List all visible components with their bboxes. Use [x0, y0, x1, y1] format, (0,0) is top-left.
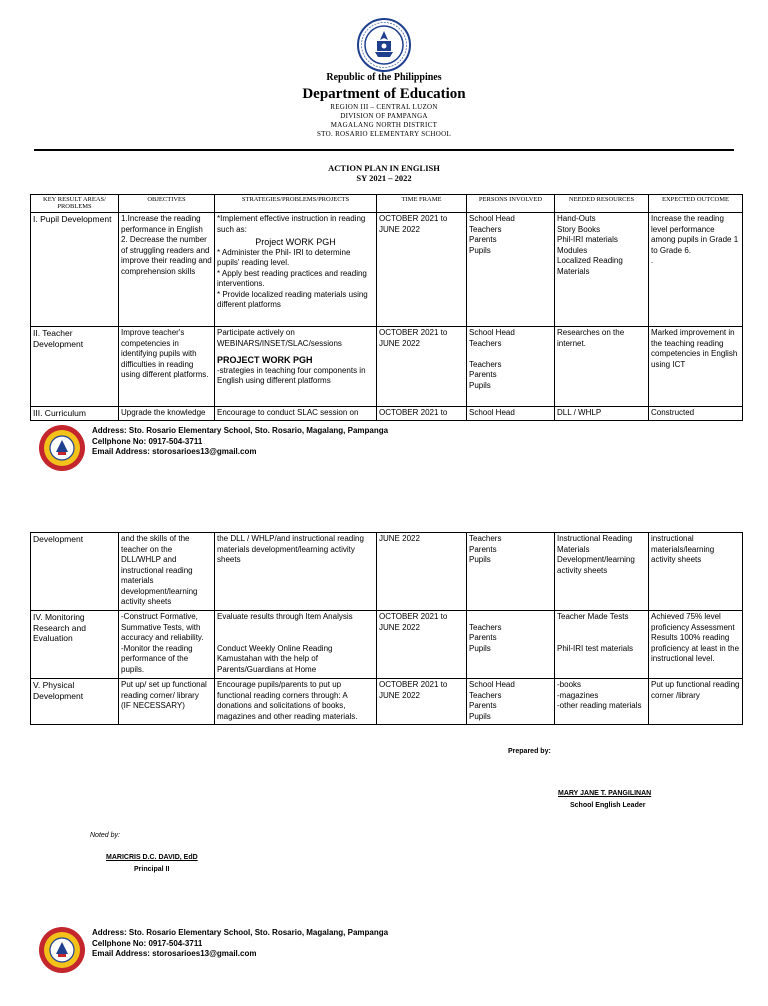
kra-cell: IV. Monitoring Research and Evaluation	[31, 611, 119, 679]
resources-cell: -books -magazines -other reading materials	[555, 679, 649, 725]
resources-cell: DLL / WHLP	[555, 407, 649, 421]
school-footer	[38, 424, 728, 472]
resources-cell: Researches on the internet.	[555, 327, 649, 407]
strategies-list: * Administer the Phil- IRI to determine pupils' reading level. * Apply best reading practices and reading interventions. * Provide localized reading materials using different platforms	[217, 247, 368, 309]
persons-cell: School Head Teachers Parents Pupils	[467, 679, 555, 725]
footer-email: Email Address: storosarioes13@gmail.com	[92, 949, 257, 958]
resources-cell: Hand-Outs Story Books Phil-IRI materials Modules Localized Reading Materials	[555, 213, 649, 327]
division-line: DIVISION OF PAMPANGA	[340, 112, 428, 120]
persons-cell: School Head Teachers Parents Pupils	[467, 213, 555, 327]
outcome-cell: instructional materials/learning activity sheets	[649, 533, 743, 611]
district-line: MAGALANG NORTH DISTRICT	[330, 121, 438, 129]
footer-contact	[92, 426, 388, 458]
outcome-cell: Constructed	[649, 407, 743, 421]
action-plan-table-page1	[30, 194, 743, 421]
strategies-cell: the DLL / WHLP/and instructional reading materials development/learning activity sheets	[215, 533, 377, 611]
strategies-cell	[215, 213, 377, 327]
header-strategies: STRATEGIES/PROBLEMS/PROJECTS	[215, 195, 377, 213]
strategies-list: -strategies in teaching four components in English using different platforms	[217, 365, 366, 385]
time-frame-cell: OCTOBER 2021 to JUNE 2022	[377, 327, 467, 407]
region-line: REGION III – CENTRAL LUZON	[330, 103, 438, 111]
header-outcome: EXPECTED OUTCOME	[649, 195, 743, 213]
header-kra: KEY RESULT AREAS/ PROBLEMS	[31, 195, 119, 213]
kra-cell: Development	[31, 533, 119, 611]
header-resources: NEEDED RESOURCES	[555, 195, 649, 213]
outcome-cell: Put up functional reading corner /library	[649, 679, 743, 725]
noted-by-label: Noted by:	[90, 832, 120, 839]
objectives-cell: 1.Increase the reading performance in English 2. Decrease the number of struggling readers and improve their reading and comprehension skills	[119, 213, 215, 327]
department-name: Department of Education	[302, 86, 466, 102]
strategies-cell: Evaluate results through Item Analysis Conduct Weekly Online Reading Kamustahan with the help of Parents/Guardians at Home	[215, 611, 377, 679]
kra-cell: III. Curriculum	[31, 407, 119, 421]
project-name: Project WORK PGH	[255, 237, 336, 247]
plan-title	[0, 163, 768, 183]
outcome-cell: Increase the reading level performance among pupils in Grade 1 to Grade 6. .	[649, 213, 743, 327]
header-divider	[34, 149, 734, 151]
time-frame-cell: OCTOBER 2021 to JUNE 2022	[377, 611, 467, 679]
time-frame-cell: OCTOBER 2021 to JUNE 2022	[377, 213, 467, 327]
action-plan-table-page2	[30, 532, 743, 725]
table-row	[31, 611, 743, 679]
prepared-by-title: School English Leader	[570, 802, 646, 809]
outcome-cell: Achieved 75% level proficiency Assessment Results 100% reading proficiency at least in the instructional level.	[649, 611, 743, 679]
header-time-frame: TIME FRAME	[377, 195, 467, 213]
footer-address: Address: Sto. Rosario Elementary School, Sto. Rosario, Magalang, Pampanga	[92, 928, 389, 937]
table-row	[31, 327, 743, 407]
school-logo-icon	[38, 424, 86, 472]
footer-cellphone: Cellphone No: 0917-504-3711	[92, 436, 203, 446]
time-frame-cell: JUNE 2022	[377, 533, 467, 611]
plan-title-line1: ACTION PLAN IN ENGLISH	[328, 163, 440, 173]
persons-cell: Teachers Parents Pupils	[467, 611, 555, 679]
noted-by-title: Principal II	[134, 866, 170, 873]
kra-cell: I. Pupil Development	[31, 213, 119, 327]
objectives-cell: Improve teacher's competencies in identifying pupils with difficulties in reading using different platforms.	[119, 327, 215, 407]
resources-cell: Teacher Made Tests Phil-IRI test materials	[555, 611, 649, 679]
table-row	[31, 407, 743, 421]
strategies-text: *Implement effective instruction in reading such as:	[217, 214, 366, 234]
kra-cell: V. Physical Development	[31, 679, 119, 725]
strategies-text: Participate actively on WEBINARS/INSET/SLAC/sessions	[217, 328, 342, 348]
time-frame-cell: OCTOBER 2021 to	[377, 407, 467, 421]
school-line: STO. ROSARIO ELEMENTARY SCHOOL	[316, 130, 452, 138]
table-row	[31, 533, 743, 611]
footer-address: Address: Sto. Rosario Elementary School, Sto. Rosario, Magalang, Pampanga	[92, 426, 389, 435]
plan-title-line2: SY 2021 – 2022	[356, 173, 412, 183]
table-row	[31, 679, 743, 725]
republic-line: Republic of the Philippines	[326, 72, 442, 83]
project-name: PROJECT WORK PGH	[217, 355, 313, 365]
strategies-cell: Encourage pupils/parents to put up functional reading corners through: A donations and solicitations of books, magazines and other reading materials.	[215, 679, 377, 725]
kra-cell: II. Teacher Development	[31, 327, 119, 407]
outcome-cell: Marked improvement in the teaching reading competencies in English using ICT	[649, 327, 743, 407]
footer-cellphone: Cellphone No: 0917-504-3711	[92, 938, 203, 948]
footer-contact	[92, 928, 388, 960]
resources-cell: Instructional Reading Materials Development/learning activity sheets	[555, 533, 649, 611]
header-objectives: OBJECTIVES	[119, 195, 215, 213]
header-persons: PERSONS INVOLVED	[467, 195, 555, 213]
objectives-cell: Upgrade the knowledge	[119, 407, 215, 421]
strategies-cell: Encourage to conduct SLAC session on	[215, 407, 377, 421]
persons-cell: School Head	[467, 407, 555, 421]
footer-email: Email Address: storosarioes13@gmail.com	[92, 447, 257, 456]
objectives-cell: Put up/ set up functional reading corner/ library (IF NECESSARY)	[119, 679, 215, 725]
table-row	[31, 213, 743, 327]
prepared-by-label: Prepared by:	[508, 748, 551, 755]
deped-seal	[0, 18, 768, 72]
time-frame-cell: OCTOBER 2021 to JUNE 2022	[377, 679, 467, 725]
school-logo-icon	[38, 926, 86, 974]
objectives-cell: -Construct Formative, Summative Tests, with accuracy and reliability. -Monitor the reading performance of the pupils.	[119, 611, 215, 679]
persons-cell: School Head Teachers Teachers Parents Pupils	[467, 327, 555, 407]
noted-by-name: MARICRIS D.C. DAVID, EdD	[106, 854, 198, 861]
deped-seal-icon	[357, 18, 411, 72]
strategies-cell	[215, 327, 377, 407]
objectives-cell: and the skills of the teacher on the DLL/WHLP and instructional reading materials development/learning activity sheets	[119, 533, 215, 611]
school-footer	[38, 926, 728, 974]
table-header-row	[31, 195, 743, 213]
prepared-by-name: MARY JANE T. PANGILINAN	[558, 790, 652, 797]
persons-cell: Teachers Parents Pupils	[467, 533, 555, 611]
